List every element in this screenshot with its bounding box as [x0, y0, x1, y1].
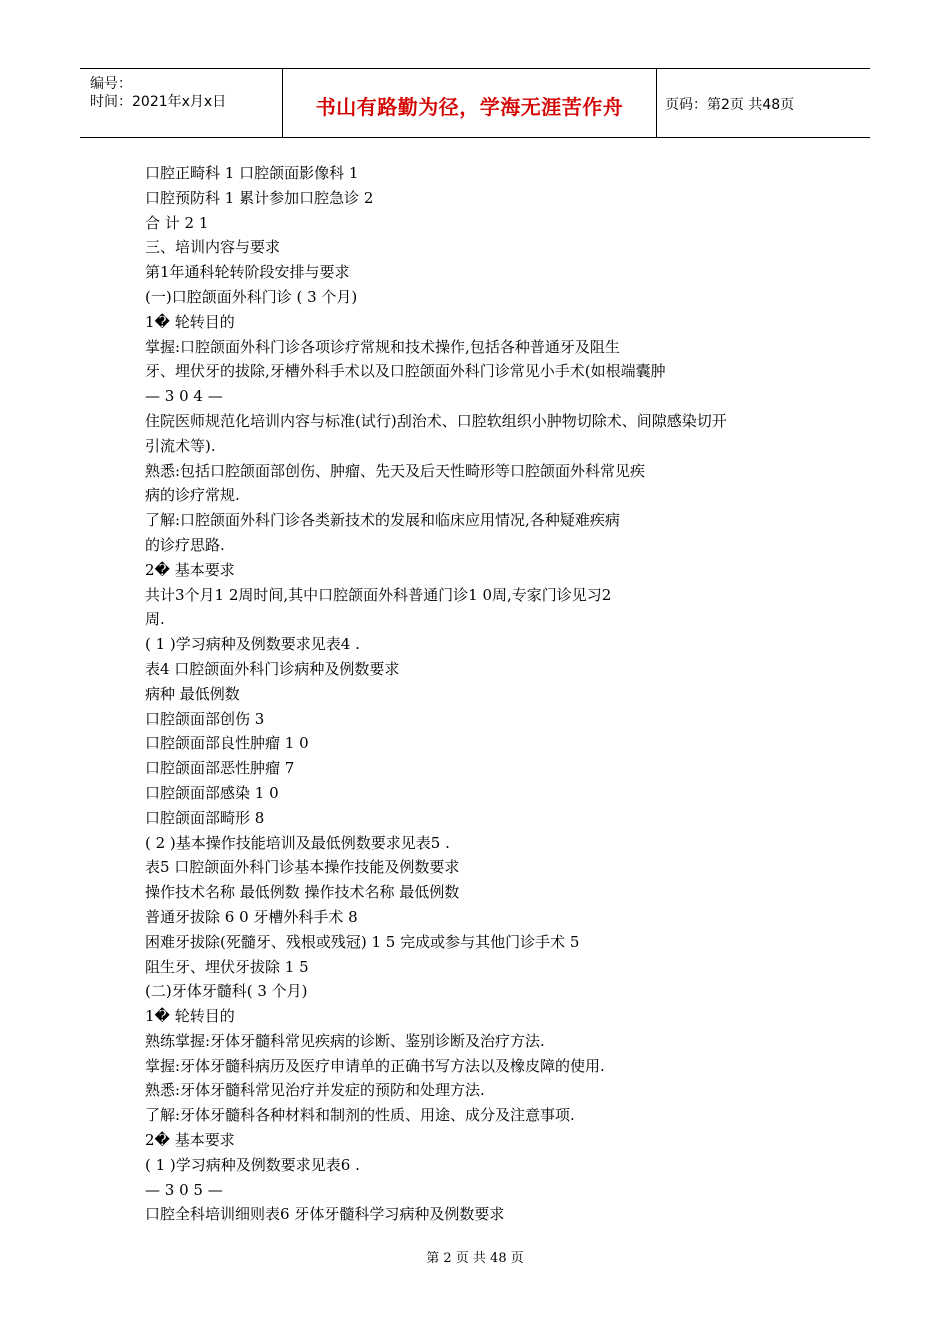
text-line: 熟悉:包括口腔颌面部创伤、肿瘤、先天及后天性畸形等口腔颌面外科常见疾 — [145, 461, 646, 480]
text-line: 口腔颌面部感染 1 0 — [145, 783, 279, 802]
text-line: 阻生牙、埋伏牙拔除 1 5 — [145, 957, 309, 976]
header-page-number: 页码：第2页 共48页 — [665, 97, 795, 113]
text-line: 2� 基本要求 — [145, 560, 235, 579]
document-body — [145, 161, 845, 1227]
text-line: 普通牙拔除 6 0 牙槽外科手术 8 — [145, 907, 358, 926]
header-meta-cell — [80, 69, 283, 137]
header-page-cell — [657, 69, 870, 137]
text-line: 熟练掌握:牙体牙髓科常见疾病的诊断、鉴别诊断及治疗方法. — [145, 1031, 545, 1050]
document-number-label: 编号： — [90, 76, 132, 92]
text-line: 口腔颌面部恶性肿瘤 7 — [145, 759, 295, 778]
text-line: 口腔颌面部良性肿瘤 1 0 — [145, 734, 309, 753]
text-line: 了解:口腔颌面外科门诊各类新技术的发展和临床应用情况,各种疑难疾病 — [145, 511, 620, 530]
text-line: (二)牙体牙髓科( 3 个月) — [145, 982, 308, 1001]
header-motto-cell — [283, 69, 657, 137]
text-line: 掌握:口腔颌面外科门诊各项诊疗常规和技术操作,包括各种普通牙及阻生 — [145, 337, 620, 356]
text-line: 合 计 2 1 — [145, 213, 209, 232]
text-line: 的诊疗思路. — [145, 535, 225, 554]
text-line: ( 1 )学习病种及例数要求见表4 . — [145, 635, 360, 654]
text-line: 牙、埋伏牙的拔除,牙槽外科手术以及口腔颌面外科门诊常见小手术(如根端囊肿 — [145, 362, 666, 381]
text-line: — 3 0 5 — — [145, 1180, 223, 1199]
document-date-label: 时间：2021年x月x日 — [90, 94, 227, 110]
text-line: 表5 口腔颌面外科门诊基本操作技能及例数要求 — [145, 858, 460, 877]
text-line: — 3 0 4 — — [145, 387, 223, 406]
page-footer: 第 2 页 共 48 页 — [426, 1251, 524, 1266]
text-line: 困难牙拔除(死髓牙、残根或残冠) 1 5 完成或参与其他门诊手术 5 — [145, 932, 580, 951]
text-line: 口腔颌面部创伤 3 — [145, 709, 265, 728]
text-line: ( 1 )学习病种及例数要求见表6 . — [145, 1155, 360, 1174]
text-line: 病种 最低例数 — [145, 684, 240, 703]
text-line: 口腔颌面部畸形 8 — [145, 808, 265, 827]
text-line: 共计3个月1 2周时间,其中口腔颌面外科普通门诊1 0周,专家门诊见习2 — [145, 585, 612, 604]
text-line: ( 2 )基本操作技能培训及最低例数要求见表5 . — [145, 833, 450, 852]
text-line: 操作技术名称 最低例数 操作技术名称 最低例数 — [145, 883, 460, 902]
text-line: 掌握:牙体牙髓科病历及医疗申请单的正确书写方法以及橡皮障的使用. — [145, 1056, 605, 1075]
text-line: 口腔全科培训细则表6 牙体牙髓科学习病种及例数要求 — [145, 1205, 505, 1224]
text-line: 口腔预防科 1 累计参加口腔急诊 2 — [145, 188, 374, 207]
text-line: 引流术等). — [145, 436, 216, 455]
header-motto: 书山有路勤为径，学海无涯苦作舟 — [315, 95, 624, 119]
text-line: (一)口腔颌面外科门诊 ( 3 个月) — [145, 287, 358, 306]
page-header — [80, 68, 870, 138]
text-line: 了解:牙体牙髓科各种材料和制剂的性质、用途、成分及注意事项. — [145, 1106, 575, 1125]
text-line: 住院医师规范化培训内容与标准(试行)刮治术、口腔软组织小肿物切除术、间隙感染切开 — [145, 411, 727, 430]
text-line: 1� 轮转目的 — [145, 312, 235, 331]
text-line: 周. — [145, 610, 165, 629]
text-line: 熟悉:牙体牙髓科常见治疗并发症的预防和处理方法. — [145, 1081, 485, 1100]
text-line: 表4 口腔颌面外科门诊病种及例数要求 — [145, 659, 400, 678]
text-line: 第1年通科轮转阶段安排与要求 — [145, 263, 350, 282]
text-line: 病的诊疗常规. — [145, 486, 240, 505]
text-line: 口腔正畸科 1 口腔颌面影像科 1 — [145, 164, 359, 182]
text-line: 2� 基本要求 — [145, 1131, 235, 1150]
text-line: 1� 轮转目的 — [145, 1007, 235, 1026]
text-line: 三、培训内容与要求 — [145, 238, 281, 257]
